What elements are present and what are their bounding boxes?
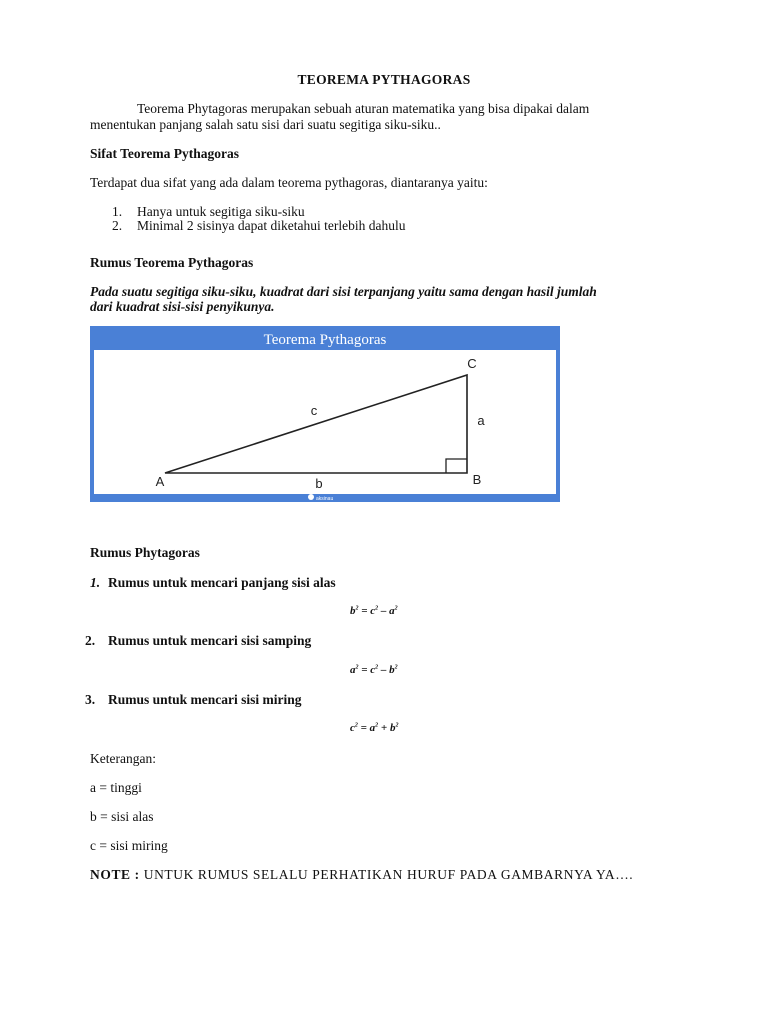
side-label-b: b [315, 476, 323, 491]
keterangan-item-c: c = sisi miring [90, 838, 168, 853]
side-label-a: a [477, 413, 485, 428]
sifat-item-1-text: Hanya untuk segitiga siku-siku [137, 204, 305, 219]
rumus-3-label: Rumus untuk mencari sisi miring [108, 692, 302, 707]
note-label: NOTE : [90, 867, 140, 882]
sifat-item-2-number: 2. [112, 218, 123, 233]
watermark-text: aksinau [316, 496, 334, 502]
keterangan-heading: Keterangan: [90, 751, 156, 766]
intro-line-2: menentukan panjang salah satu sisi dari suatu segitiga siku-siku.. [90, 117, 441, 132]
definition-line-1: Pada suatu segitiga siku-siku, kuadrat dari sisi terpanjang yaitu sama dengan hasil jumlah [90, 284, 597, 299]
definition-line-2: dari kuadrat sisi-sisi penyikunya. [90, 299, 275, 314]
note-line [90, 867, 633, 883]
sifat-item-1-number: 1. [112, 204, 123, 219]
rumus-1-label: Rumus untuk mencari panjang sisi alas [108, 575, 336, 590]
rumus-1-number: 1. [90, 575, 101, 590]
section-heading-rumus-phytagoras: Rumus Phytagoras [90, 545, 200, 560]
section-heading-sifat: Sifat Teorema Pythagoras [90, 146, 239, 161]
sifat-intro-text: Terdapat dua sifat yang ada dalam teorema pythagoras, diantaranya yaitu: [90, 175, 488, 190]
sifat-item-2-text: Minimal 2 sisinya dapat diketahui terlebih dahulu [137, 218, 406, 233]
watermark-icon [308, 494, 314, 500]
rumus-2-formula: $a^2 = c^2 - b^2$ [350, 664, 398, 676]
vertex-label-b: B [472, 472, 482, 487]
page-title: TEOREMA PYTHAGORAS [297, 72, 471, 87]
pythagoras-figure [90, 326, 560, 502]
side-label-c: c [310, 403, 318, 418]
section-heading-rumus-teorema: Rumus Teorema Pythagoras [90, 255, 254, 270]
rumus-2-number: 2. [85, 633, 96, 648]
intro-line-1: Teorema Phytagoras merupakan sebuah aturan matematika yang bisa dipakai dalam [137, 101, 590, 116]
keterangan-item-a: a = tinggi [90, 780, 142, 795]
figure-header: Teorema Pythagoras [263, 332, 387, 348]
note-text: UNTUK RUMUS SELALU PERHATIKAN HURUF PADA GAMBARNYA YA…. [143, 867, 634, 882]
rumus-2-label: Rumus untuk mencari sisi samping [108, 633, 312, 648]
rumus-1-formula: $b^2 = c^2 - a^2$ [350, 605, 398, 617]
vertex-label-a: A [155, 474, 165, 489]
keterangan-item-b: b = sisi alas [90, 809, 154, 824]
rumus-3-formula: $c^2 = a^2 + b^2$ [350, 722, 399, 734]
vertex-label-c: C [467, 356, 477, 371]
rumus-3-number: 3. [85, 692, 96, 707]
